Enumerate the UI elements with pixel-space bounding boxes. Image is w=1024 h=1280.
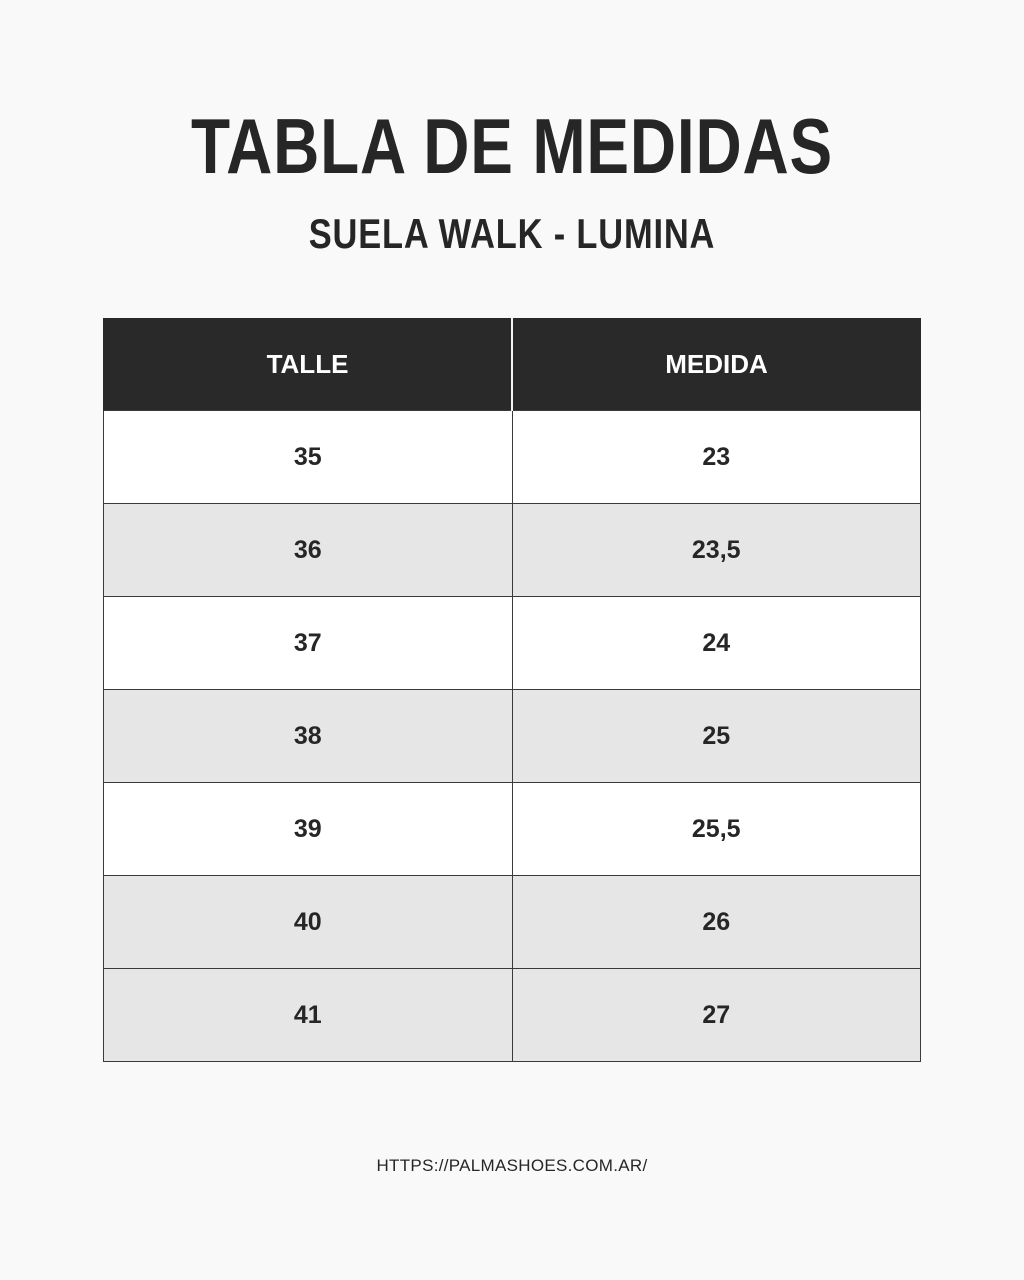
table-row <box>104 411 921 504</box>
table-row <box>104 597 921 690</box>
table-row <box>104 690 921 783</box>
size-table <box>103 318 921 1062</box>
page-title: TABLA DE MEDIDAS <box>190 102 834 190</box>
footer-url: HTTPS://PALMASHOES.COM.AR/ <box>376 1156 648 1175</box>
table-row <box>104 876 921 969</box>
table-row <box>104 969 921 1062</box>
table-row <box>104 783 921 876</box>
medida-cell: 23 <box>512 411 921 504</box>
medida-cell: 25 <box>512 690 921 783</box>
table-row <box>104 504 921 597</box>
talle-cell: 35 <box>104 411 513 504</box>
talle-cell: 41 <box>104 969 513 1062</box>
medida-cell: 24 <box>512 597 921 690</box>
column-header-medida: MEDIDA <box>512 318 921 411</box>
column-header-talle: TALLE <box>104 318 513 411</box>
talle-cell: 37 <box>104 597 513 690</box>
talle-cell: 40 <box>104 876 513 969</box>
medida-cell: 27 <box>512 969 921 1062</box>
table-header-row <box>104 318 921 411</box>
talle-cell: 38 <box>104 690 513 783</box>
medida-cell: 23,5 <box>512 504 921 597</box>
talle-cell: 36 <box>104 504 513 597</box>
medida-cell: 25,5 <box>512 783 921 876</box>
talle-cell: 39 <box>104 783 513 876</box>
page-subtitle: SUELA WALK - LUMINA <box>308 210 716 257</box>
medida-cell: 26 <box>512 876 921 969</box>
